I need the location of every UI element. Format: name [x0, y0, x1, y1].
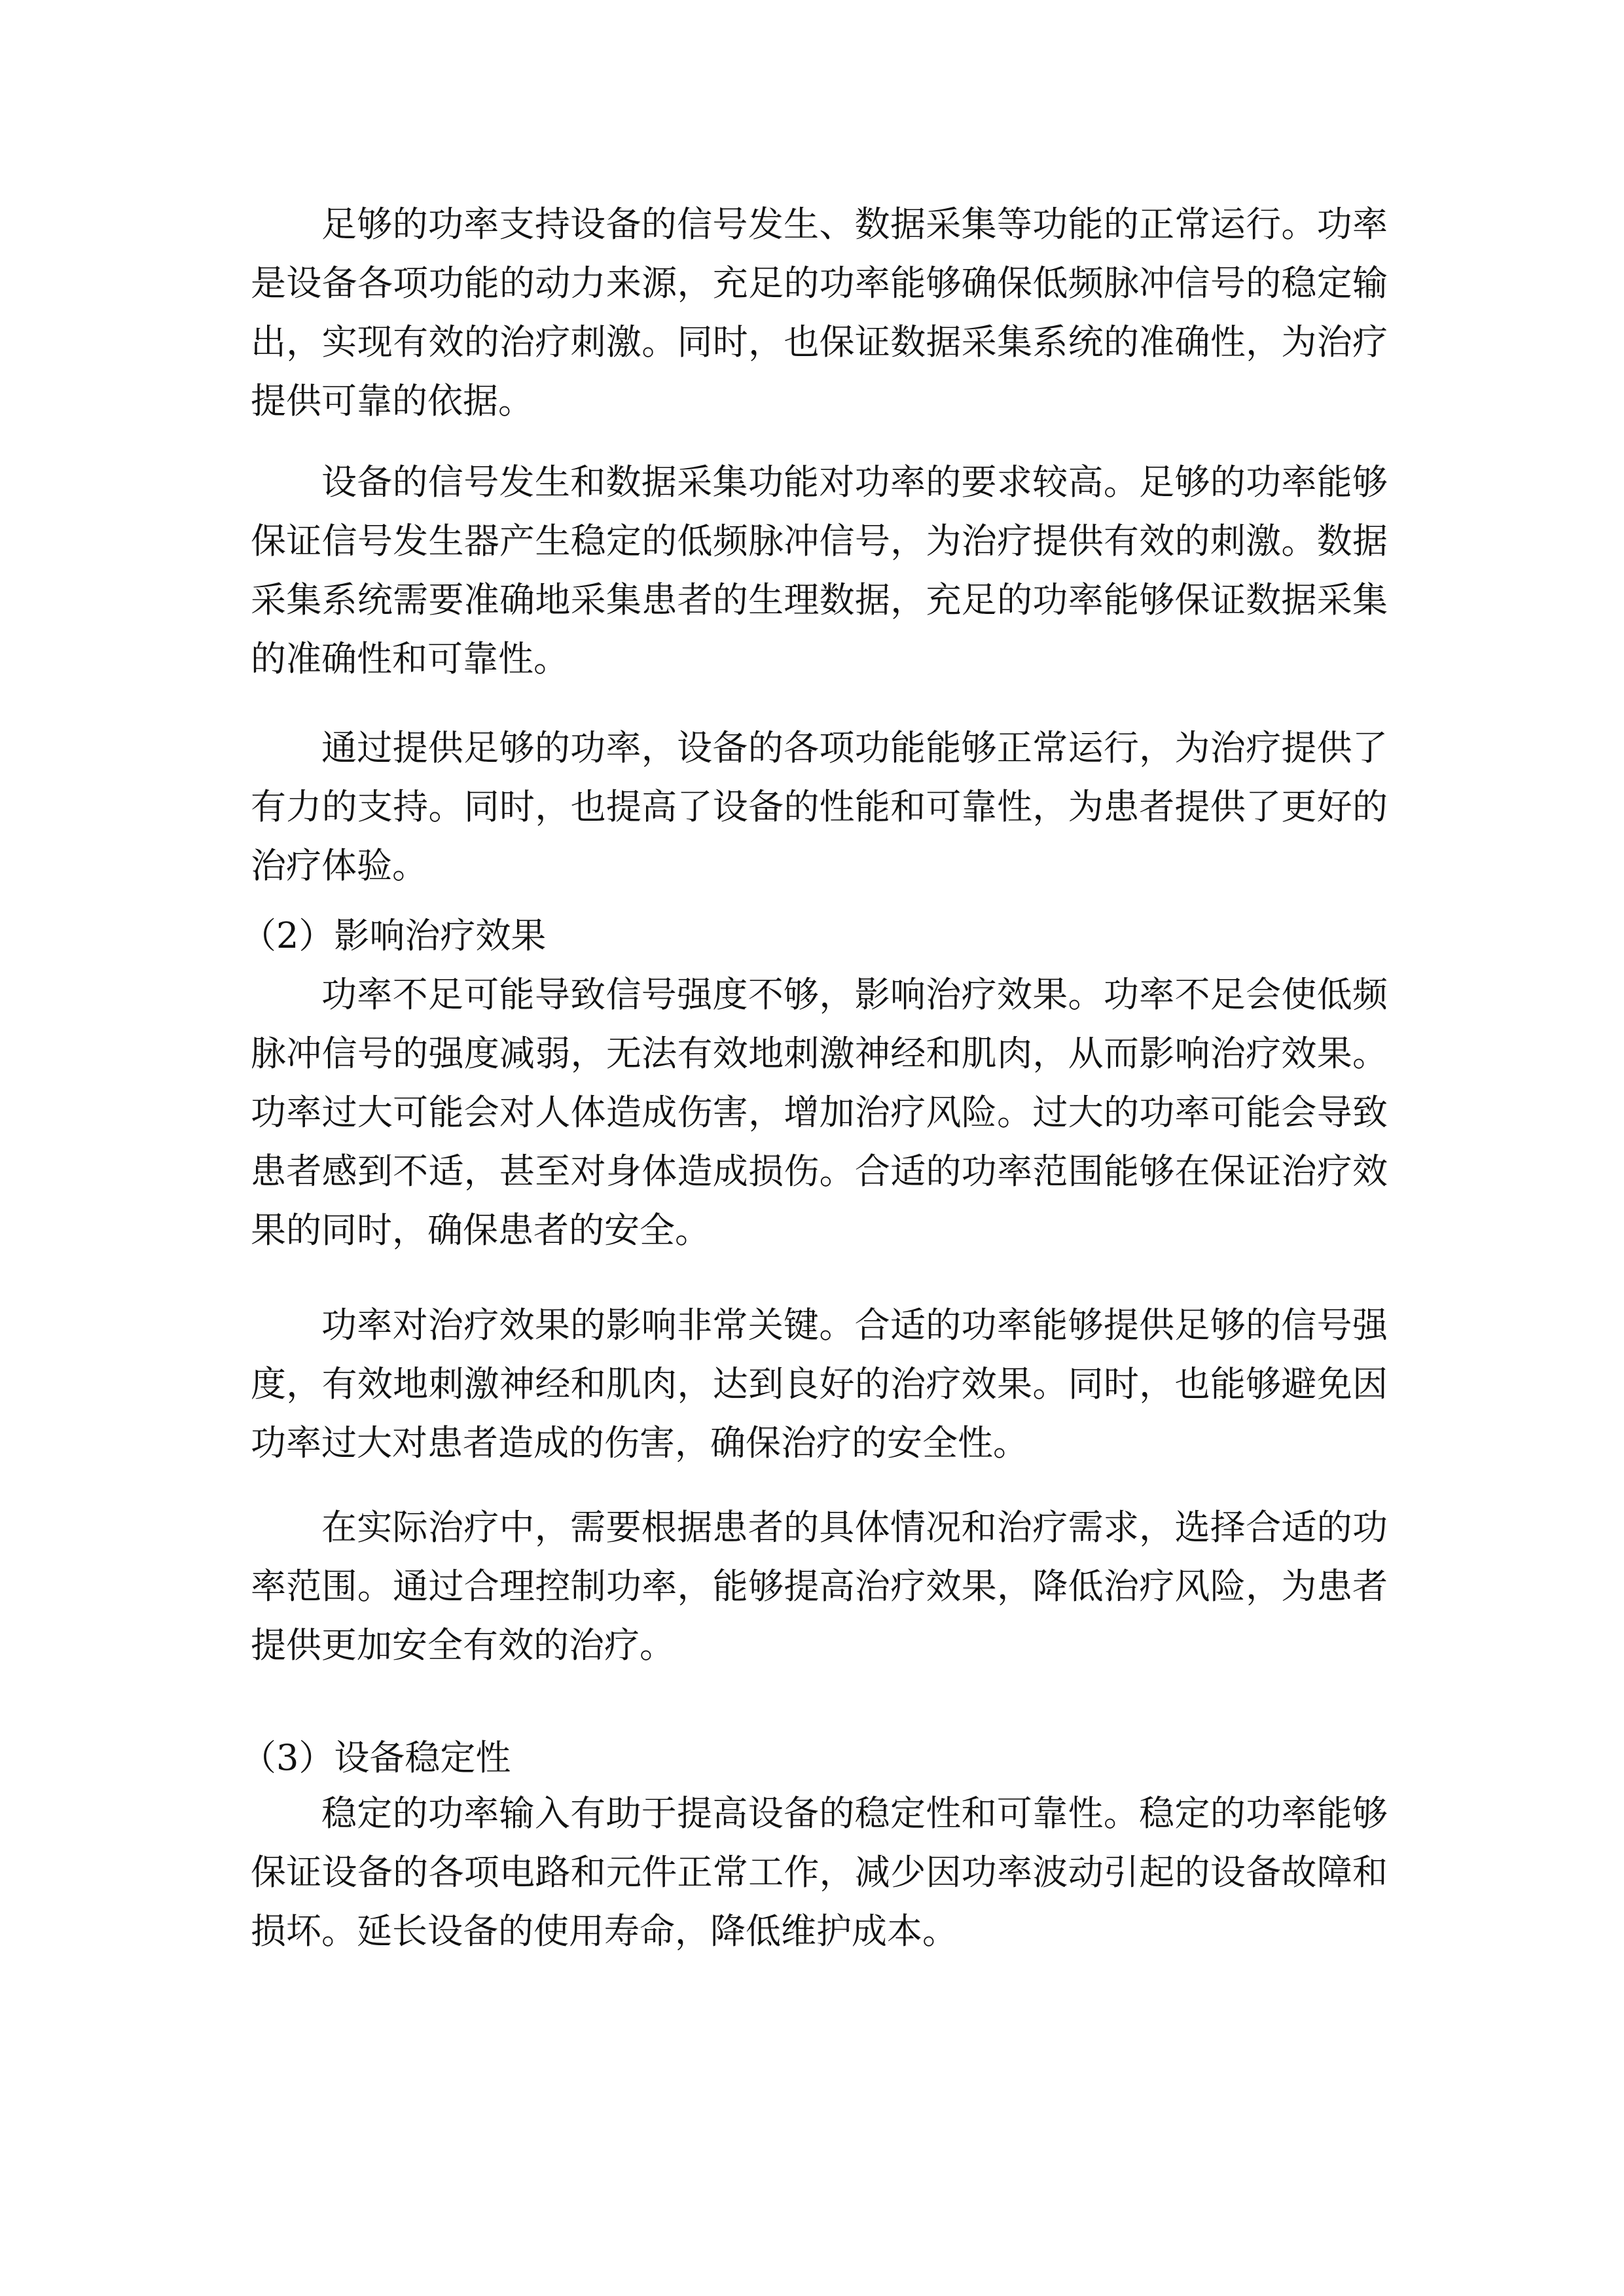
paragraph-power-supports-functions: 足够的功率支持设备的信号发生、数据采集等功能的正常运行。功率是设备各项功能的动力来源，充足的功率能够确保低频脉冲信号的稳定输出，实现有效的治疗刺激。同时，也保证数据采集系统的准确性，为治疗提供可靠的依据。	[251, 204, 1388, 422]
paragraph-signal-data-requirements: 设备的信号发生和数据采集功能对功率的要求较高。足够的功率能够保证信号发生器产生稳定的低频脉冲信号，为治疗提供有效的刺激。数据采集系统需要准确地采集患者的生理数据，充足的功率能够保证数据采集的准确性和可靠性。	[251, 461, 1388, 679]
paragraph-power-key-to-effect: 功率对治疗效果的影响非常关键。合适的功率能够提供足够的信号强度，有效地刺激神经和肌肉，达到良好的治疗效果。同时，也能够避免因功率过大对患者造成的伤害，确保治疗的安全性。	[251, 1304, 1388, 1463]
paragraph-stable-power-input: 稳定的功率输入有助于提高设备的稳定性和可靠性。稳定的功率能够保证设备的各项电路和元件正常工作，减少因功率波动引起的设备故障和损坏。延长设备的使用寿命，降低维护成本。	[251, 1793, 1388, 1952]
section-heading-device-stability: （3）设备稳定性	[241, 1737, 511, 1778]
paragraph-choose-power-range: 在实际治疗中，需要根据患者的具体情况和治疗需求，选择合适的功率范围。通过合理控制功率，能够提高治疗效果，降低治疗风险，为患者提供更加安全有效的治疗。	[251, 1507, 1388, 1666]
section-heading-treatment-effect: （2）影响治疗效果	[241, 915, 547, 956]
paragraph-insufficient-excess-power: 功率不足可能导致信号强度不够，影响治疗效果。功率不足会使低频脉冲信号的强度减弱，无法有效地刺激神经和肌肉，从而影响治疗效果。功率过大可能会对人体造成伤害，增加治疗风险。过大的功率可能会导致患者感到不适，甚至对身体造成损伤。合适的功率范围能够在保证治疗效果的同时，确保患者的安全。	[251, 974, 1388, 1251]
paragraph-sufficient-power-benefits: 通过提供足够的功率，设备的各项功能能够正常运行，为治疗提供了有力的支持。同时，也提高了设备的性能和可靠性，为患者提供了更好的治疗体验。	[251, 727, 1388, 886]
